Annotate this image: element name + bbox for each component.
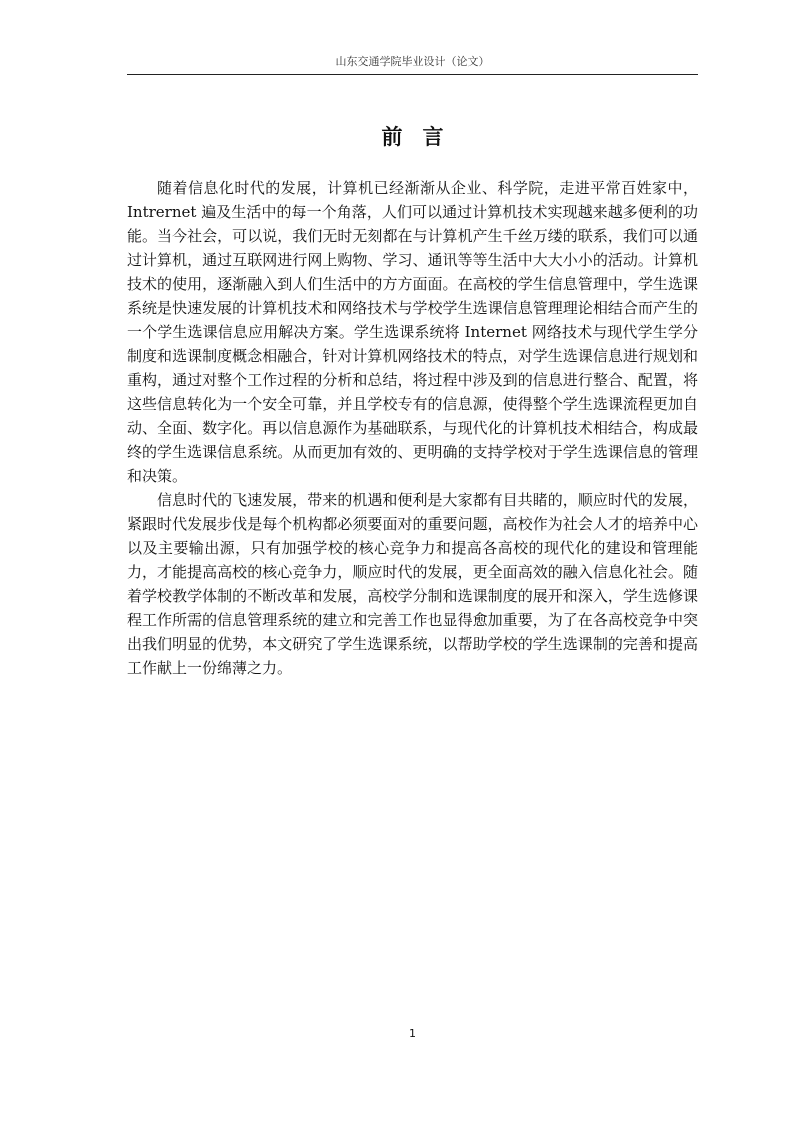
running-header <box>127 55 698 75</box>
page-number: 1 <box>409 1027 416 1040</box>
page-title: 前言 <box>381 125 464 149</box>
paragraph-1: 随着信息化时代的发展，计算机已经渐渐从企业、科学院，走进平常百姓家中，Intrernet 遍及生活中的每一个角落，人们可以通过计算机技术实现越来越多便利的功能。当今社会，可以说，我们无时无刻都在与计算机产生千丝万缕的联系，我们可以通过计算机，通过互联网进行网上购物、学习、通讯等等生活中大大小小的活动。计算机技术的使用，逐渐融入到人们生活中的方方面面。在高校的学生信息管理中，学生选课系统是快速发展的计算机技术和网络技术与学校学生选课信息管理理论相结合而产生的一个学生选课信息应用解决方案。学生选课系统将 Internet 网络技术与现代学生学分制度和选课制度概念相融合，针对计算机网络技术的特点，对学生选课信息进行规划和重构，通过对整个工作过程的分析和总结，将过程中涉及到的信息进行整合、配置，将这些信息转化为一个安全可靠，并且学校专有的信息源，使得整个学生选课流程更加自动、全面、数字化。再以信息源作为基础联系，与现代化的计算机技术相结合，构成最终的学生选课信息系统。从而更加有效的、更明确的支持学校对于学生选课信息的管理和决策。 <box>127 179 698 485</box>
body-text <box>127 176 698 680</box>
paragraph-2: 信息时代的飞速发展，带来的机遇和便利是大家都有目共睹的，顺应时代的发展，紧跟时代发展步伐是每个机构都必须要面对的重要问题，高校作为社会人才的培养中心以及主要输出源，只有加强学校的核心竞争力和提高各高校的现代化的建设和管理能力，才能提高高校的核心竞争力，顺应时代的发展，更全面高效的融入信息化社会。随着学校教学体制的不断改革和发展，高校学分制和选课制度的展开和深入，学生选修课程工作所需的信息管理系统的建立和完善工作也显得愈加重要，为了在各高校竞争中突出我们明显的优势，本文研究了学生选课系统，以帮助学校的学生选课制的完善和提高工作献上一份绵薄之力。 <box>127 491 698 677</box>
running-header-title: 山东交通学院毕业设计（论文） <box>335 55 490 68</box>
